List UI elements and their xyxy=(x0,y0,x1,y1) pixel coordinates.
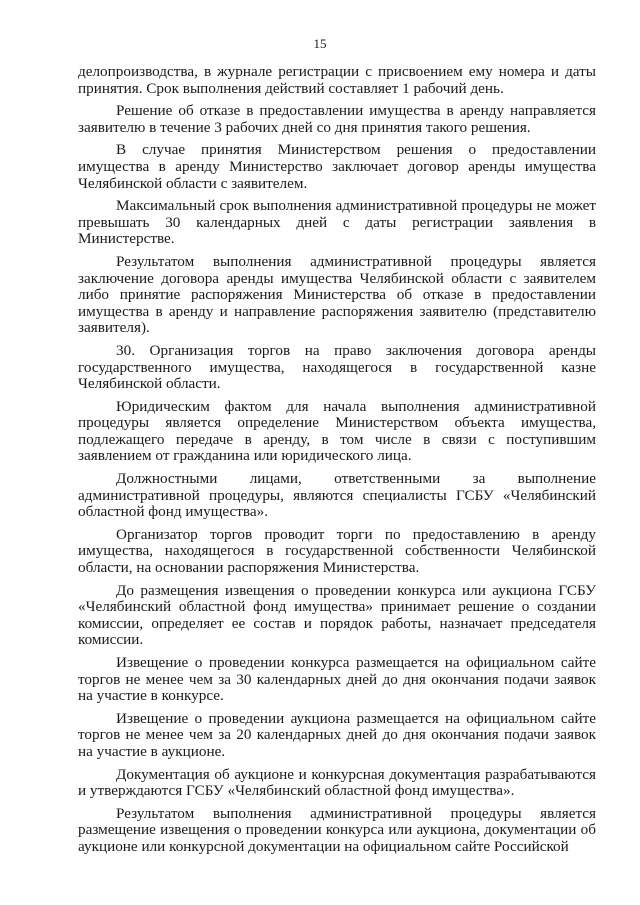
paragraph: Организатор торгов проводит торги по предоставлению в аренду имущества, находящегося в государственной собственности Челябинской области, на основании распоряжения Министерства. xyxy=(78,525,596,577)
page-number: 15 xyxy=(313,36,327,51)
paragraph: Решение об отказе в предоставлении имущества в аренду направляется заявителю в течение 3 рабочих дней со дня принятия такого решения. xyxy=(78,102,596,136)
section-heading-paragraph: 30. Организация торгов на право заключения договора аренды государственного имущества, находящегося в государственной казне Челябинской области. xyxy=(78,341,596,393)
paragraph: В случае принятия Министерством решения о предоставлении имущества в аренду Министерство заключает договор аренды имущества Челябинской области с заявителем. xyxy=(78,141,596,192)
page-body xyxy=(78,64,596,862)
paragraph: делопроизводства, в журнале регистрации с присвоением ему номера и даты принятия. Срок выполнения действий составляет 1 рабочий день. xyxy=(78,63,596,97)
paragraph: Результатом выполнения административной процедуры является заключение договора аренды имущества Челябинской области с заявителем либо принятие распоряжения Министерства об отказе в предоставлении имущества в аренду и направление распоряжения заявителю (представителю заявителя). xyxy=(78,252,596,337)
paragraph: Максимальный срок выполнения административной процедуры не может превышать 30 календарных дней с даты регистрации заявления в Министерстве. xyxy=(78,197,596,248)
paragraph: До размещения извещения о проведении конкурса или аукциона ГСБУ «Челябинский областной фонд имущества» принимает решение о создании комиссии, определяет ее состав и порядок работы, назначает председателя комиссии. xyxy=(78,581,596,649)
paragraph: Юридическим фактом для начала выполнения административной процедуры является определение Министерством объекта имущества, подлежащего передаче в аренду, в том числе в связи с поступившим заявлением от гражданина или юридического лица. xyxy=(78,397,596,465)
paragraph: Извещение о проведении аукциона размещается на официальном сайте торгов не менее чем за 20 календарных дней до дня окончания подачи заявок на участие в аукционе. xyxy=(78,709,596,760)
paragraph: Документация об аукционе и конкурсная документация разрабатываются и утверждаются ГСБУ «Челябинский областной фонд имущества». xyxy=(78,765,596,800)
paragraph: Результатом выполнения административной процедуры является размещение извещения о проведении конкурса или аукциона, документации об аукционе или конкурсной документации на официальном сайте Российской xyxy=(78,804,596,855)
paragraph: Должностными лицами, ответственными за выполнение административной процедуры, являются специалисты ГСБУ «Челябинский областной фонд имущества». xyxy=(78,470,596,521)
paragraph: Извещение о проведении конкурса размещается на официальном сайте торгов не менее чем за 30 календарных дней до дня окончания подачи заявок на участие в конкурсе. xyxy=(78,654,596,705)
